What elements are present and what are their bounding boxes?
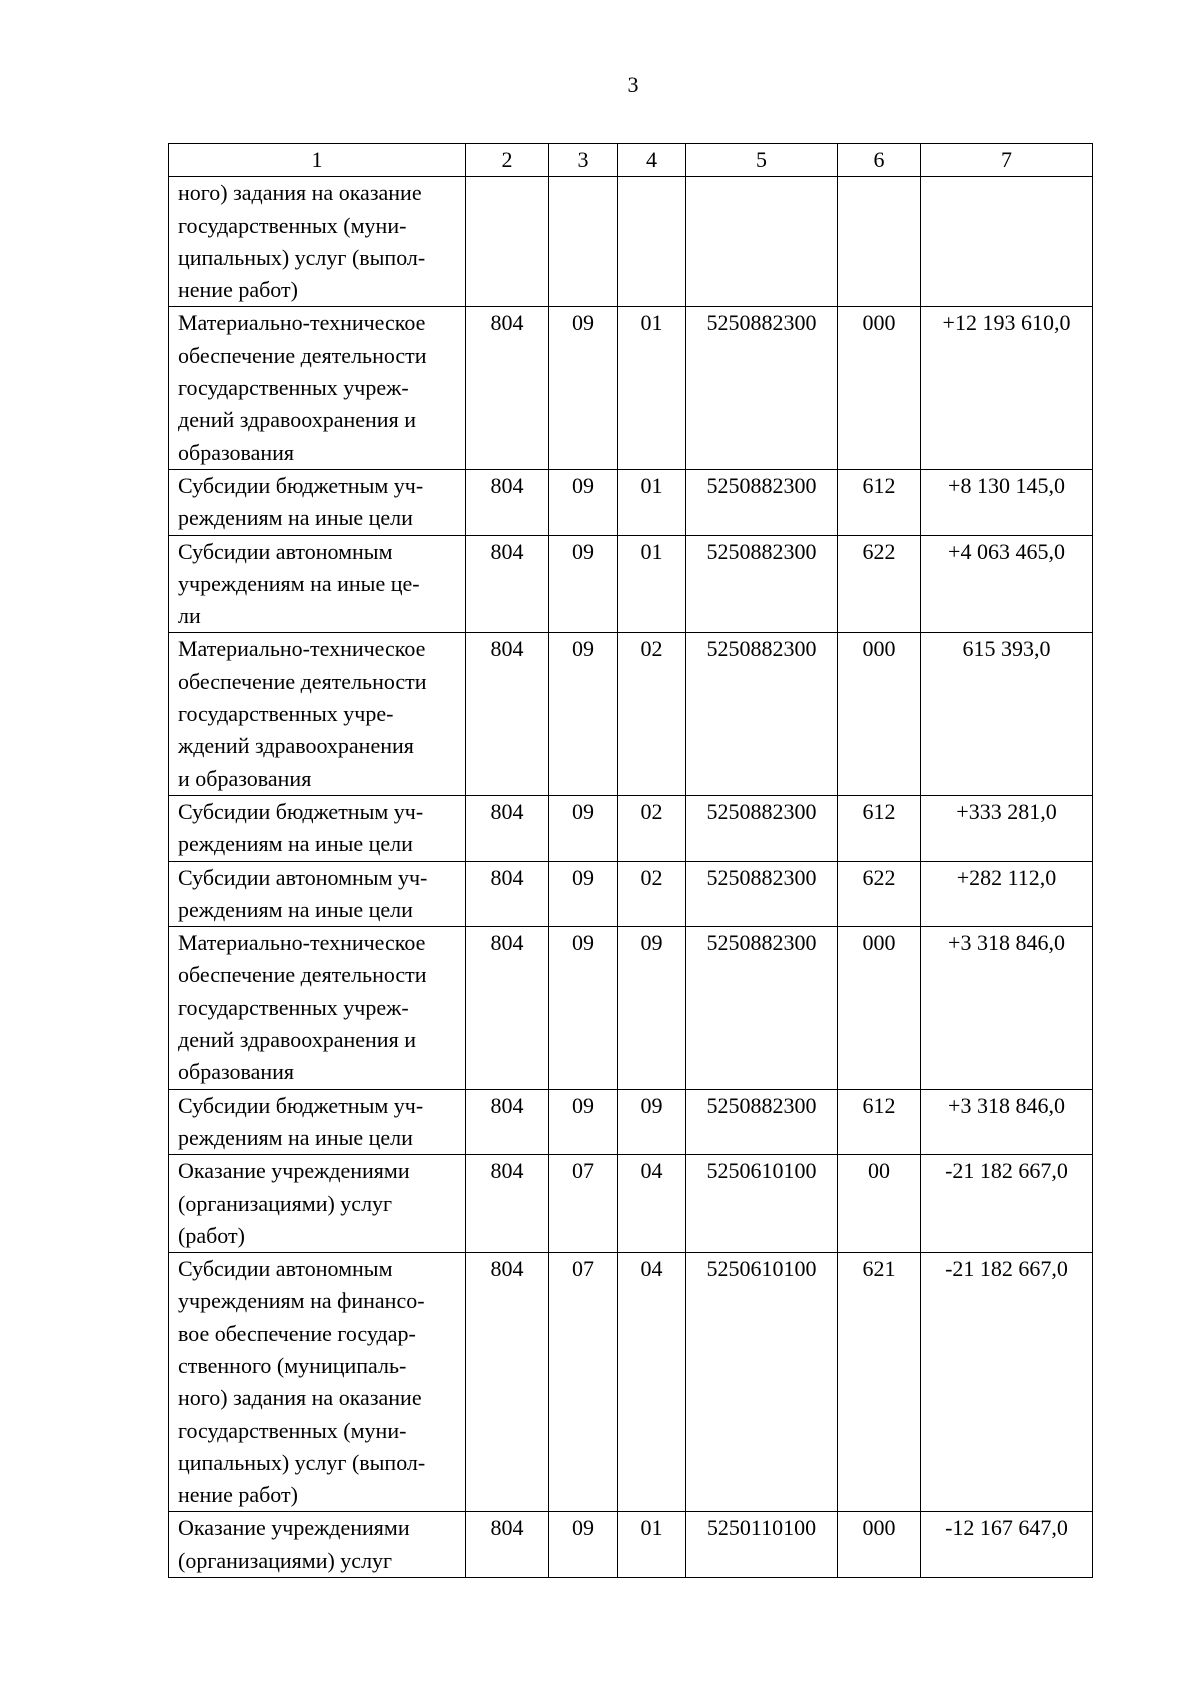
expense-name-line: Субсидии автономным — [178, 538, 393, 564]
target-article-cell: 5250882300 — [686, 633, 838, 795]
table-row — [169, 1253, 1093, 1512]
expense-name-line: (организациями) услуг — [178, 1190, 393, 1216]
ministry-code-cell: 804 — [466, 307, 549, 469]
ministry-code-cell: 804 — [466, 795, 549, 861]
amount-cell: +333 281,0 — [921, 795, 1093, 861]
target-article-cell: 5250882300 — [686, 861, 838, 927]
amount-cell: +12 193 610,0 — [921, 307, 1093, 469]
expense-name-line: обеспечение деятельности — [178, 962, 427, 988]
expense-name-line: Субсидии бюджетным уч- — [178, 1092, 424, 1118]
expense-type-cell: 000 — [838, 633, 921, 795]
subsection-cell: 02 — [618, 633, 686, 795]
section-cell: 07 — [549, 1253, 618, 1512]
column-header: 5 — [686, 144, 838, 177]
section-cell: 07 — [549, 1155, 618, 1253]
column-header: 1 — [169, 144, 466, 177]
expense-name-cell — [169, 1155, 466, 1253]
expense-name-line: государственных учреж- — [178, 994, 409, 1020]
target-article-cell: 5250110100 — [686, 1512, 838, 1578]
amount-cell: +3 318 846,0 — [921, 927, 1093, 1089]
expense-name-cell — [169, 633, 466, 795]
amount-cell: +282 112,0 — [921, 861, 1093, 927]
expense-name-line: ципальных) услуг (выпол- — [178, 1449, 426, 1475]
expense-name-line: государственных (муни- — [178, 212, 407, 238]
section-cell: 09 — [549, 795, 618, 861]
expense-name-line: Субсидии бюджетным уч- — [178, 798, 424, 824]
expense-name-line: дений здравоохранения и — [178, 407, 416, 433]
table-row — [169, 177, 1093, 307]
expense-name-line: Субсидии бюджетным уч- — [178, 472, 424, 498]
table-row — [169, 927, 1093, 1089]
expense-type-cell: 00 — [838, 1155, 921, 1253]
ministry-code-cell: 804 — [466, 1089, 549, 1155]
expense-type-cell: 612 — [838, 469, 921, 535]
expense-name-line: и образования — [178, 765, 312, 791]
target-article-cell: 5250882300 — [686, 795, 838, 861]
expense-type-cell — [838, 177, 921, 307]
expense-name-line: Субсидии автономным — [178, 1256, 393, 1282]
expense-name-cell — [169, 927, 466, 1089]
section-cell: 09 — [549, 861, 618, 927]
subsection-cell: 02 — [618, 795, 686, 861]
table-row — [169, 307, 1093, 469]
ministry-code-cell: 804 — [466, 1155, 549, 1253]
expense-name-line: ли — [178, 603, 201, 629]
expense-name-line: реждениям на иные цели — [178, 1124, 413, 1150]
target-article-cell: 5250882300 — [686, 469, 838, 535]
target-article-cell: 5250882300 — [686, 307, 838, 469]
expense-name-line: нение работ) — [178, 277, 298, 303]
expense-type-cell: 621 — [838, 1253, 921, 1512]
amount-cell — [921, 177, 1093, 307]
table-row — [169, 795, 1093, 861]
section-cell: 09 — [549, 469, 618, 535]
expense-name-line: ного) задания на оказание — [178, 180, 422, 206]
subsection-cell: 01 — [618, 469, 686, 535]
ministry-code-cell: 804 — [466, 535, 549, 633]
expense-name-line: (организациями) услуг — [178, 1547, 393, 1573]
expense-name-line: образования — [178, 439, 295, 465]
subsection-cell — [618, 177, 686, 307]
expense-name-line: нение работ) — [178, 1482, 298, 1508]
expense-type-cell: 622 — [838, 861, 921, 927]
expense-name-line: государственных (муни- — [178, 1417, 407, 1443]
section-cell: 09 — [549, 1512, 618, 1578]
subsection-cell: 09 — [618, 927, 686, 1089]
amount-cell: -21 182 667,0 — [921, 1253, 1093, 1512]
target-article-cell: 5250882300 — [686, 927, 838, 1089]
expense-name-line: ципальных) услуг (выпол- — [178, 244, 426, 270]
ministry-code-cell: 804 — [466, 633, 549, 795]
amount-cell: -12 167 647,0 — [921, 1512, 1093, 1578]
table-row — [169, 535, 1093, 633]
expense-name-line: обеспечение деятельности — [178, 668, 427, 694]
expense-name-cell — [169, 1512, 466, 1578]
column-header: 7 — [921, 144, 1093, 177]
expense-name-line: вое обеспечение государ- — [178, 1320, 416, 1346]
amount-cell: +8 130 145,0 — [921, 469, 1093, 535]
section-cell: 09 — [549, 535, 618, 633]
table-row — [169, 861, 1093, 927]
subsection-cell: 04 — [618, 1253, 686, 1512]
amount-cell: 615 393,0 — [921, 633, 1093, 795]
expense-name-line: ственного (муниципаль- — [178, 1352, 407, 1378]
expense-name-line: ждений здравоохранения — [178, 733, 414, 759]
expense-name-line: учреждениям на иные це- — [178, 570, 420, 596]
section-cell: 09 — [549, 307, 618, 469]
expense-type-cell: 000 — [838, 927, 921, 1089]
expense-name-cell — [169, 1253, 466, 1512]
amount-cell: +3 318 846,0 — [921, 1089, 1093, 1155]
expense-name-line: Субсидии автономным уч- — [178, 864, 428, 890]
expense-name-line: Материально-техническое — [178, 636, 426, 662]
section-cell: 09 — [549, 927, 618, 1089]
expense-name-line: обеспечение деятельности — [178, 342, 427, 368]
table-row — [169, 1089, 1093, 1155]
expense-name-cell — [169, 469, 466, 535]
subsection-cell: 01 — [618, 307, 686, 469]
section-cell — [549, 177, 618, 307]
column-header: 4 — [618, 144, 686, 177]
ministry-code-cell: 804 — [466, 1253, 549, 1512]
section-cell: 09 — [549, 1089, 618, 1155]
expense-type-cell: 000 — [838, 1512, 921, 1578]
expense-type-cell: 000 — [838, 307, 921, 469]
ministry-code-cell: 804 — [466, 861, 549, 927]
page-number: 3 — [627, 72, 639, 97]
column-header: 6 — [838, 144, 921, 177]
subsection-cell: 02 — [618, 861, 686, 927]
subsection-cell: 04 — [618, 1155, 686, 1253]
column-header: 2 — [466, 144, 549, 177]
expense-name-line: реждениям на иные цели — [178, 831, 413, 857]
ministry-code-cell: 804 — [466, 927, 549, 1089]
target-article-cell: 5250610100 — [686, 1155, 838, 1253]
target-article-cell: 5250610100 — [686, 1253, 838, 1512]
expense-name-cell — [169, 1089, 466, 1155]
expense-name-line: реждениям на иные цели — [178, 505, 413, 531]
table-row — [169, 469, 1093, 535]
expense-name-cell — [169, 177, 466, 307]
expense-name-cell — [169, 861, 466, 927]
ministry-code-cell: 804 — [466, 1512, 549, 1578]
amount-cell: +4 063 465,0 — [921, 535, 1093, 633]
expense-name-line: (работ) — [178, 1222, 245, 1248]
expense-name-cell — [169, 795, 466, 861]
expense-name-line: учреждениям на финансо- — [178, 1288, 425, 1314]
expense-name-line: Материально-техническое — [178, 930, 426, 956]
expense-name-line: Материально-техническое — [178, 310, 426, 336]
expense-name-line: Оказание учреждениями — [178, 1515, 410, 1541]
target-article-cell: 5250882300 — [686, 535, 838, 633]
expense-name-line: государственных учре- — [178, 701, 394, 727]
table-row — [169, 1512, 1093, 1578]
expense-name-line: государственных учреж- — [178, 375, 409, 401]
expense-type-cell: 612 — [838, 795, 921, 861]
table-row — [169, 633, 1093, 795]
expense-name-line: реждениям на иные цели — [178, 896, 413, 922]
target-article-cell: 5250882300 — [686, 1089, 838, 1155]
subsection-cell: 01 — [618, 535, 686, 633]
subsection-cell: 09 — [618, 1089, 686, 1155]
table-row — [169, 1155, 1093, 1253]
ministry-code-cell — [466, 177, 549, 307]
column-header: 3 — [549, 144, 618, 177]
expense-type-cell: 622 — [838, 535, 921, 633]
header-row — [169, 144, 1093, 177]
expense-name-cell — [169, 307, 466, 469]
budget-table — [168, 143, 1093, 1578]
subsection-cell: 01 — [618, 1512, 686, 1578]
expense-name-line: Оказание учреждениями — [178, 1158, 410, 1184]
ministry-code-cell: 804 — [466, 469, 549, 535]
expense-name-line: образования — [178, 1059, 295, 1085]
expense-type-cell: 612 — [838, 1089, 921, 1155]
expense-name-cell — [169, 535, 466, 633]
target-article-cell — [686, 177, 838, 307]
expense-name-line: ного) задания на оказание — [178, 1385, 422, 1411]
amount-cell: -21 182 667,0 — [921, 1155, 1093, 1253]
expense-name-line: дений здравоохранения и — [178, 1027, 416, 1053]
section-cell: 09 — [549, 633, 618, 795]
